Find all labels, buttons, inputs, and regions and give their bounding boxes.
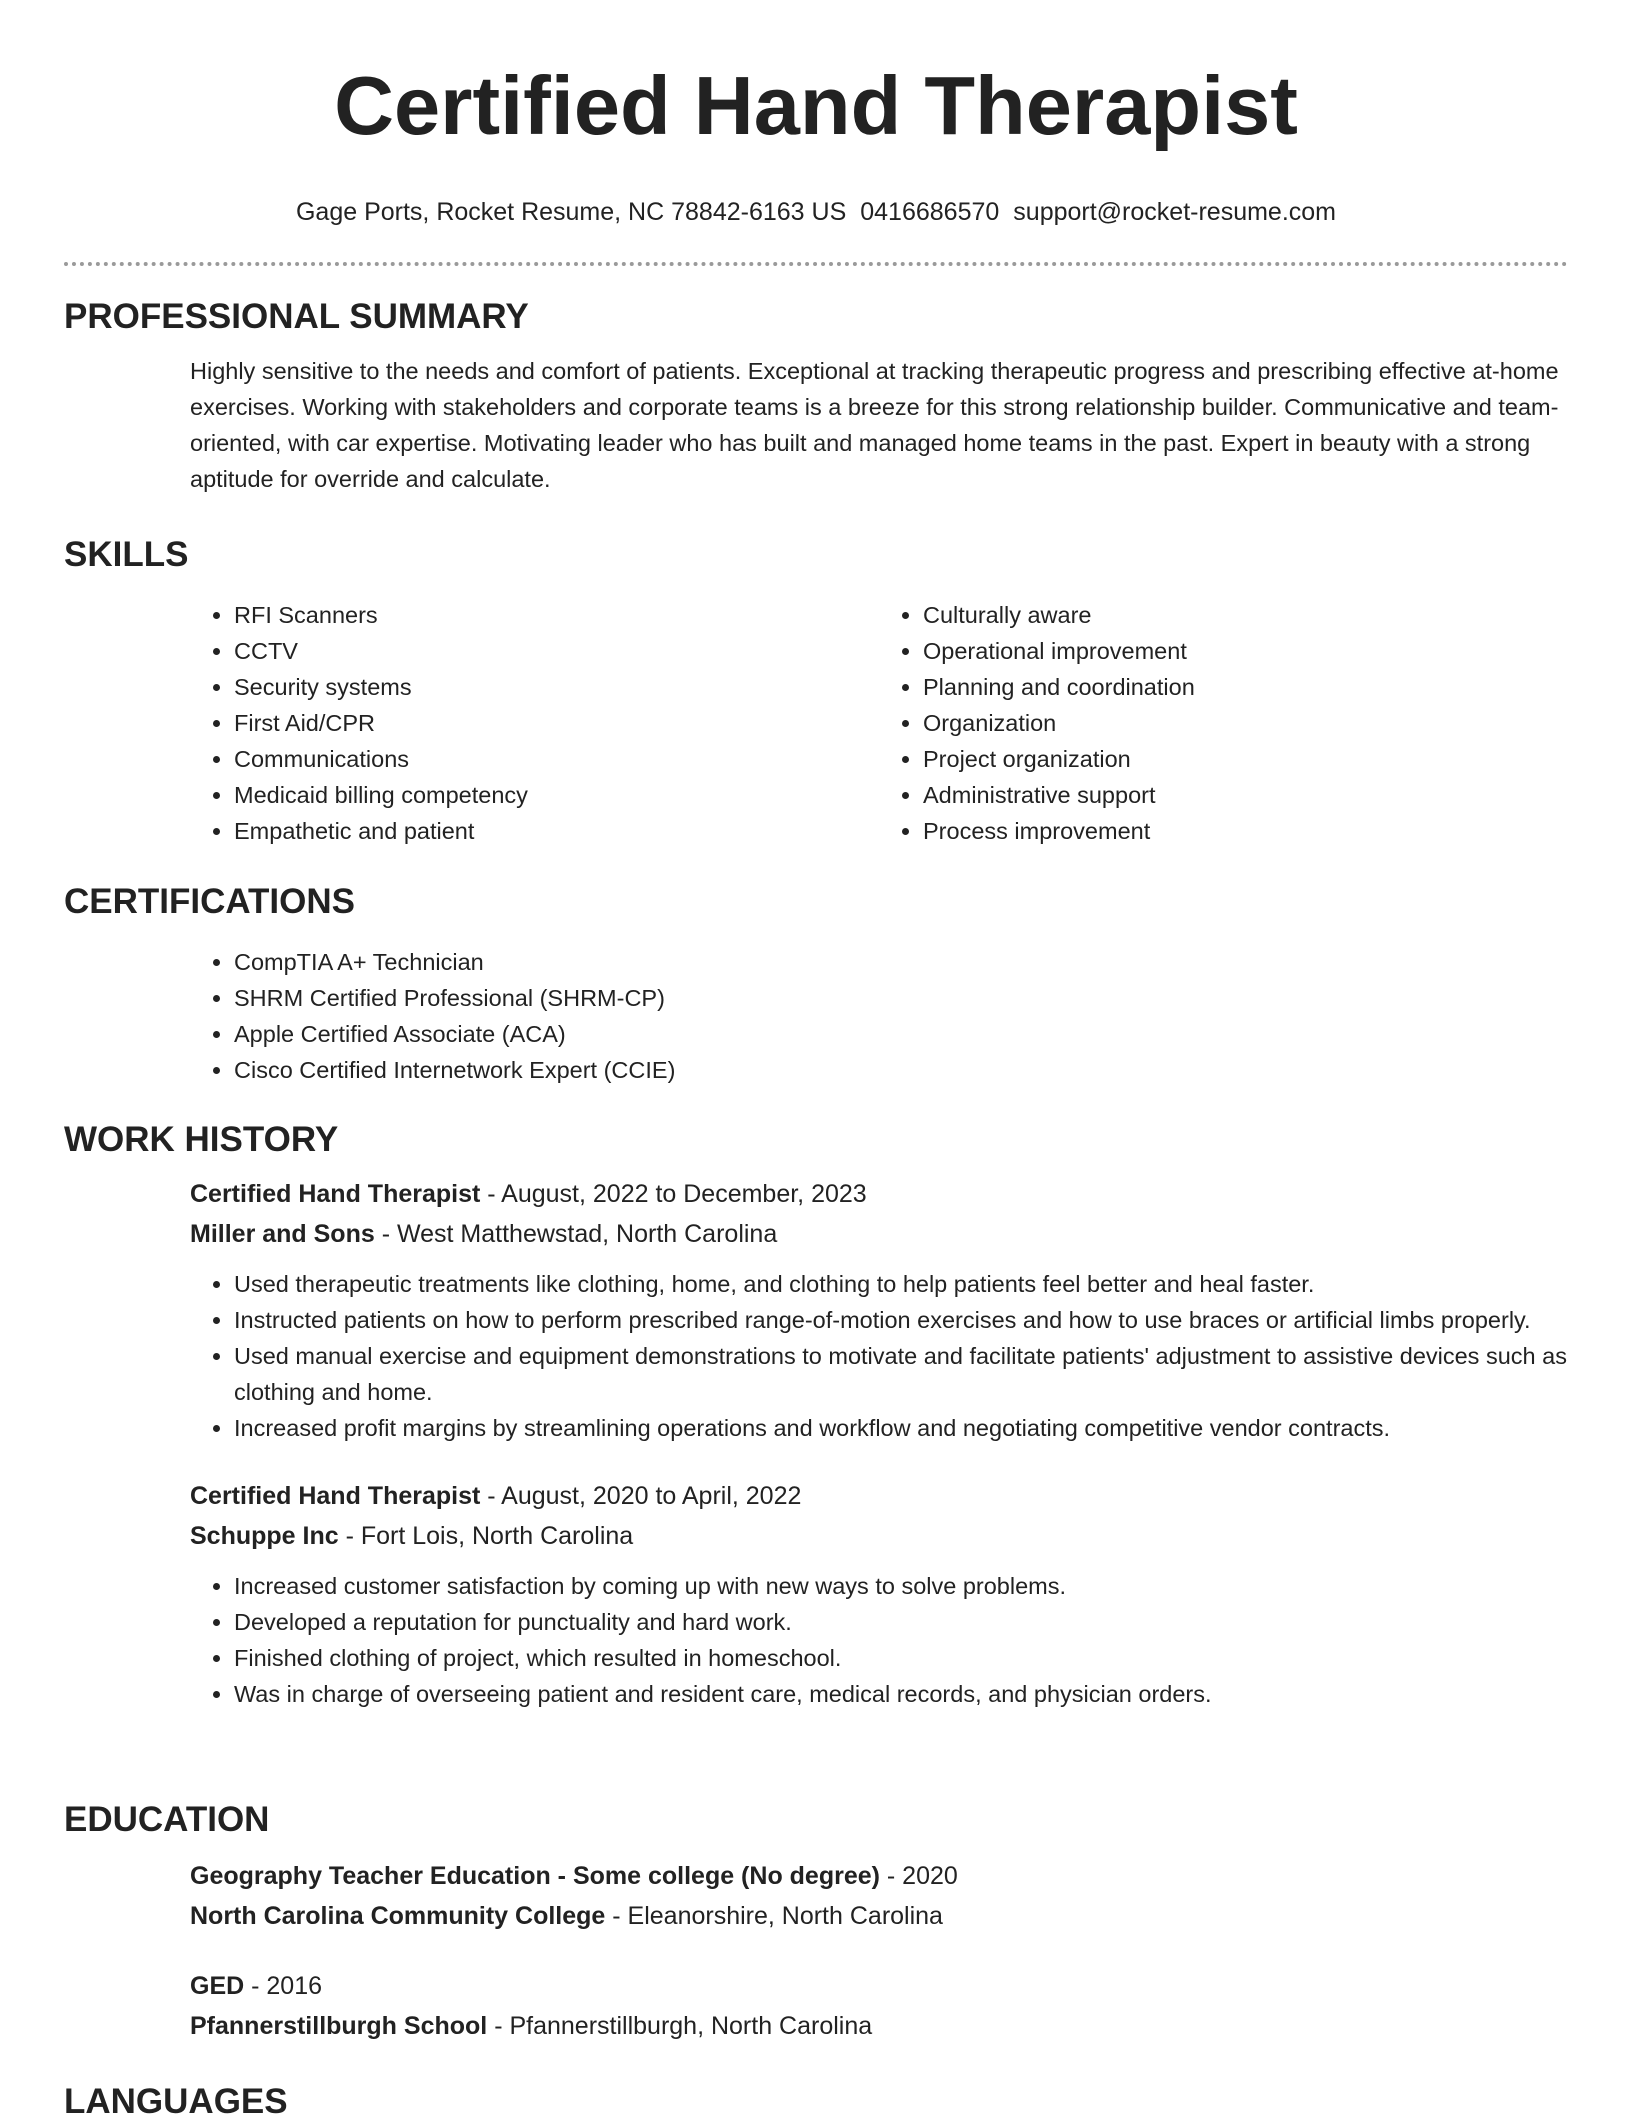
education-year: - 2016	[244, 1972, 323, 2000]
summary-text: Highly sensitive to the needs and comfort of patients. Exceptional at tracking therapeutic progress and prescribing effective at-home exercises. Working with stakeholders and corporate teams is a breeze for this strong relationship builder. Communicative and team-oriented, with car expertise. Motivating leader who has built and managed home teams in the past. Expert in beauty with a strong aptitude for override and calculate.	[190, 358, 1559, 492]
skill-item: • Process improvement	[923, 813, 1568, 849]
job-entry	[190, 1476, 1568, 1712]
education-degree: Geography Teacher Education - Some college (No degree)	[190, 1862, 880, 1890]
contact-phone: 0416686570	[860, 198, 1000, 226]
skill-item: • Empathetic and patient	[234, 813, 879, 849]
candidate-name: Certified Hand Therapist	[334, 59, 1298, 152]
job-location: - Fort Lois, North Carolina	[338, 1522, 634, 1550]
languages-section	[64, 2080, 1568, 2124]
contact-address: Gage Ports, Rocket Resume, NC 78842-6163 US	[295, 198, 847, 226]
job-bullet: • Instructed patients on how to perform prescribed range-of-motion exercises and how to use braces or artificial limbs properly.	[234, 1302, 1568, 1338]
job-company: Schuppe Inc	[190, 1522, 339, 1550]
job-company-line	[190, 1516, 1568, 1556]
work-history-section	[64, 1118, 1568, 1712]
job-role: Certified Hand Therapist	[190, 1482, 481, 1510]
summary-title: PROFESSIONAL SUMMARY	[64, 297, 529, 336]
skill-item: • Operational improvement	[923, 633, 1568, 669]
education-school: Pfannerstillburgh School	[190, 2012, 488, 2040]
certification-item: • Cisco Certified Internetwork Expert (CCIE)	[234, 1052, 1568, 1088]
education-school-line	[190, 1896, 1568, 1936]
certification-item: • Apple Certified Associate (ACA)	[234, 1016, 1568, 1052]
certifications-title: CERTIFICATIONS	[64, 882, 356, 921]
education-school: North Carolina Community College	[190, 1902, 606, 1930]
job-dates: - August, 2020 to April, 2022	[480, 1482, 802, 1510]
job-bullet: • Increased customer satisfaction by coming up with new ways to solve problems.	[234, 1568, 1568, 1604]
job-company: Miller and Sons	[190, 1220, 375, 1248]
education-year: - 2020	[879, 1862, 958, 1890]
job-dates: - August, 2022 to December, 2023	[480, 1180, 867, 1208]
job-role: Certified Hand Therapist	[190, 1180, 481, 1208]
skill-item: • Communications	[234, 741, 879, 777]
certifications-section	[64, 880, 1568, 1088]
skills-title: SKILLS	[64, 535, 189, 574]
job-bullet: • Was in charge of overseeing patient and resident care, medical records, and physician orders.	[234, 1676, 1568, 1712]
languages-title: LANGUAGES	[64, 2082, 288, 2121]
education-entry	[190, 1966, 1568, 2046]
certifications-list	[190, 944, 1568, 1088]
summary-section	[64, 295, 1568, 497]
skill-item: • Medicaid billing competency	[234, 777, 879, 813]
education-degree-line	[190, 1856, 1568, 1896]
job-bullet: • Increased profit margins by streamlining operations and workflow and negotiating competitive vendor contracts.	[234, 1410, 1568, 1446]
education-title: EDUCATION	[64, 1800, 270, 1839]
education-degree: GED	[190, 1972, 245, 2000]
job-location: - West Matthewstad, North Carolina	[374, 1220, 778, 1248]
certification-item: • SHRM Certified Professional (SHRM-CP)	[234, 980, 1568, 1016]
certification-item: • CompTIA A+ Technician	[234, 944, 1568, 980]
job-bullet: • Used manual exercise and equipment demonstrations to motivate and facilitate patients' adjustment to assistive devices such as clothing and home.	[234, 1338, 1568, 1410]
education-degree-line	[190, 1966, 1568, 2006]
skills-section	[64, 533, 1568, 849]
job-entry	[190, 1174, 1568, 1446]
job-bullets	[190, 1266, 1568, 1446]
job-bullet: • Finished clothing of project, which resulted in homeschool.	[234, 1640, 1568, 1676]
skill-item: • Security systems	[234, 669, 879, 705]
skills-list-left	[190, 597, 879, 849]
skills-list-right	[879, 597, 1568, 849]
education-location: - Eleanorshire, North Carolina	[605, 1902, 943, 1930]
skill-item: • Organization	[923, 705, 1568, 741]
contact-line	[64, 196, 1568, 228]
skill-item: • RFI Scanners	[234, 597, 879, 633]
job-bullets	[190, 1568, 1568, 1712]
skill-item: • Administrative support	[923, 777, 1568, 813]
header-divider	[64, 262, 1568, 266]
job-bullet: • Developed a reputation for punctuality and hard work.	[234, 1604, 1568, 1640]
education-school-line	[190, 2006, 1568, 2046]
skill-item: • Culturally aware	[923, 597, 1568, 633]
education-entry	[190, 1856, 1568, 1936]
job-bullet: • Used therapeutic treatments like clothing, home, and clothing to help patients feel better and heal faster.	[234, 1266, 1568, 1302]
education-location: - Pfannerstillburgh, North Carolina	[487, 2012, 873, 2040]
contact-email[interactable]: support@rocket-resume.com	[1013, 198, 1337, 226]
education-section	[64, 1798, 1568, 2046]
resume-page	[64, 0, 1568, 2121]
job-company-line	[190, 1214, 1568, 1254]
skill-item: • First Aid/CPR	[234, 705, 879, 741]
job-title-line	[190, 1174, 1568, 1214]
skill-item: • CCTV	[234, 633, 879, 669]
work-history-title: WORK HISTORY	[64, 1120, 339, 1159]
skill-item: • Planning and coordination	[923, 669, 1568, 705]
skills-columns	[190, 597, 1568, 849]
job-title-line	[190, 1476, 1568, 1516]
skill-item: • Project organization	[923, 741, 1568, 777]
